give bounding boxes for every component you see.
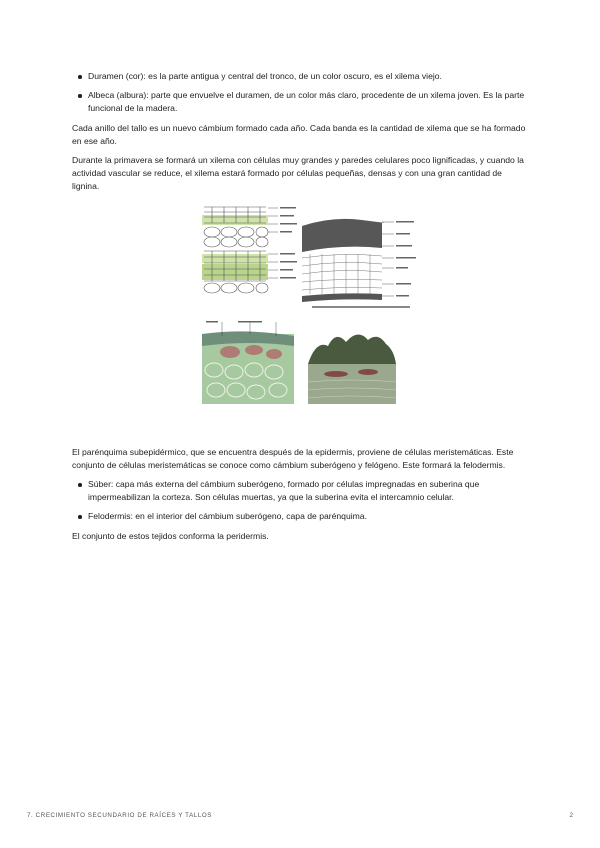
periderm-diagram-image bbox=[202, 202, 300, 300]
histology-figure-group bbox=[72, 202, 528, 424]
bark-section-drawing-image bbox=[302, 208, 420, 312]
bullet-suber: Súber: capa más externa del cámbium suberógeno, formado por células impregnadas en suberina que impermeabilizan la corteza. Son células muertas, ya que la suberina evita el intercamnio celular. bbox=[88, 478, 528, 504]
paragraph-subepidermal: El parénquima subepidérmico, que se encuentra después de la epidermis, proviene de células meristemáticas. Este conjunto de células meristemáticas se conoce como cámbium suberógeno y felógeno. Este formará la felodermis. bbox=[72, 446, 514, 470]
paragraph-spring-xylem: Durante la primavera se formará un xilema con células muy grandes y paredes celulares poco lignificadas, y cuando la actividad vascular se reduce, el xilema estará formado por células pequeñas, densas y con una gran cantidad de lignina. bbox=[72, 155, 524, 192]
page-content bbox=[72, 70, 528, 549]
paragraph-peridermis: El conjunto de estos tejidos conforma la peridermis. bbox=[72, 530, 269, 541]
wood-bullet-list bbox=[72, 70, 528, 116]
page-footer bbox=[27, 812, 573, 819]
page-number: 2 bbox=[569, 812, 573, 819]
bark-micrograph-image bbox=[306, 324, 398, 404]
periderm-bullet-list bbox=[72, 478, 528, 524]
bullet-duramen: Duramen (cor): es la parte antigua y central del tronco, de un color oscuro, es el xilema viejo. bbox=[88, 70, 528, 83]
paragraph-annual-rings: Cada anillo del tallo es un nuevo cámbium formado cada año. Cada banda es la cantidad de xilema que se ha formado en ese año. bbox=[72, 122, 526, 146]
periderm-micrograph-image bbox=[202, 320, 294, 404]
bullet-albura: Albeca (albura): parte que envuelve el duramen, de un color más claro, procedente de un xilema joven. Es la parte funcional de la madera. bbox=[88, 89, 528, 115]
footer-chapter-title: 7. CRECIMIENTO SECUNDARIO DE RAÍCES Y TALLOS bbox=[27, 812, 213, 819]
bullet-felodermis: Felodermis: en el interior del cámbium suberógeno, capa de parénquima. bbox=[88, 510, 528, 523]
